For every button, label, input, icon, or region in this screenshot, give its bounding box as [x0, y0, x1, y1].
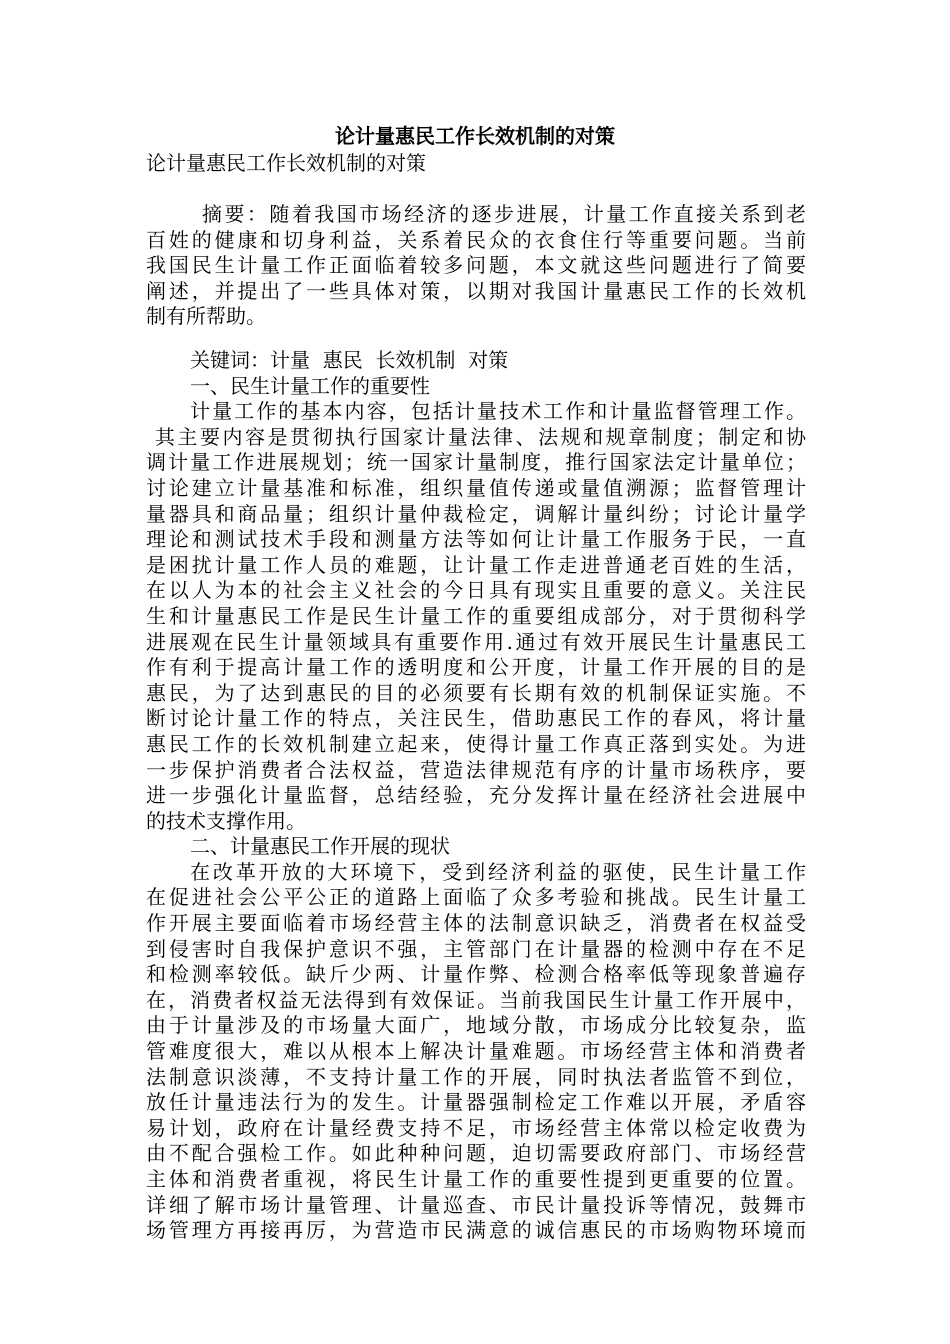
- body-line: 断讨论计量工作的特点，关注民生，借助惠民工作的春风，将计量: [146, 706, 806, 731]
- body-line: 到侵害时自我保护意识不强，主管部门在计量器的检测中存在不足: [146, 936, 806, 961]
- body-line: 易计划，政府在计量经费支持不足，市场经营主体常以检定收费为: [146, 1115, 806, 1140]
- body-line: 讨论建立计量基准和标准，组织量值传递或量值溯源；监督管理计: [146, 475, 806, 500]
- body-line: 管难度很大，难以从根本上解决计量难题。市场经营主体和消费者: [146, 1039, 806, 1064]
- body-line: 的技术支撑作用。: [146, 808, 306, 833]
- body-line: 由于计量涉及的市场量大面广，地域分散，市场成分比较复杂，监: [146, 1013, 806, 1038]
- document-body: [146, 348, 806, 1244]
- abstract-line: 阐述，并提出了一些具体对策，以期对我国计量惠民工作的长效机: [146, 278, 806, 303]
- body-line: 其主要内容是贯彻执行国家计量法律、法规和规章制度；制定和协: [146, 424, 806, 449]
- document-subtitle-block: [146, 151, 806, 177]
- abstract-paragraph: [146, 202, 806, 330]
- body-line: 作有利于提高计量工作的透明度和公开度，计量工作开展的目的是: [146, 655, 806, 680]
- abstract-line: 百姓的健康和切身利益，关系着民众的衣食住行等重要问题。当前: [146, 227, 806, 252]
- body-line: 由不配合强检工作。如此种种问题，迫切需要政府部门、市场经营: [146, 1141, 806, 1166]
- section-heading: 二、计量惠民工作开展的现状: [190, 834, 450, 859]
- body-line: 一步保护消费者合法权益，营造法律规范有序的计量市场秩序，要: [146, 757, 806, 782]
- document-subtitle: 论计量惠民工作长效机制的对策: [146, 151, 426, 175]
- keywords-line: 关键词：计量 惠民 长效机制 对策: [190, 348, 509, 372]
- document-title: 论计量惠民工作长效机制的对策: [335, 124, 615, 148]
- body-line: 在以人为本的社会主义社会的今日具有现实且重要的意义。关注民: [146, 578, 806, 603]
- body-line: 惠民，为了达到惠民的目的必须要有长期有效的机制保证实施。不: [146, 680, 806, 705]
- body-line: 在促进社会公平公正的道路上面临了众多考验和挑战。民生计量工: [146, 885, 806, 910]
- abstract-line: 我国民生计量工作正面临着较多问题，本文就这些问题进行了简要: [146, 253, 806, 278]
- abstract-line: 制有所帮助。: [146, 304, 266, 329]
- body-line: 进展观在民生计量领域具有重要作用.通过有效开展民生计量惠民工: [146, 629, 806, 654]
- body-line: 详细了解市场计量管理、计量巡查、市民计量投诉等情况，鼓舞市: [146, 1192, 806, 1217]
- body-line: 在，消费者权益无法得到有效保证。当前我国民生计量工作开展中，: [146, 987, 806, 1012]
- body-line: 计量工作的基本内容，包括计量技术工作和计量监督管理工作。: [190, 399, 806, 424]
- body-line: 和检测率较低。缺斤少两、计量作弊、检测合格率低等现象普遍存: [146, 962, 806, 987]
- body-line: 惠民工作的长效机制建立起来，使得计量工作真正落到实处。为进: [146, 731, 806, 756]
- section-heading: 一、民生计量工作的重要性: [190, 373, 430, 398]
- body-line: 场管理方再接再厉，为营造市民满意的诚信惠民的市场购物环境而: [146, 1218, 806, 1243]
- body-line: 调计量工作进展规划；统一国家计量制度，推行国家法定计量单位；: [146, 450, 806, 475]
- abstract-line: 摘要：随着我国市场经济的逐步进展，计量工作直接关系到老: [202, 202, 806, 226]
- body-line: 理论和测试技术手段和测量方法等如何让计量工作服务于民，一直: [146, 527, 806, 552]
- body-line: 在改革开放的大环境下，受到经济利益的驱使，民生计量工作: [190, 859, 806, 884]
- body-line: 进一步强化计量监督，总结经验，充分发挥计量在经济社会进展中: [146, 783, 806, 808]
- body-line: 主体和消费者重视，将民生计量工作的重要性提到更重要的位置。: [146, 1167, 806, 1191]
- body-line: 法制意识淡薄，不支持计量工作的开展，同时执法者监管不到位，: [146, 1064, 806, 1089]
- body-line: 生和计量惠民工作是民生计量工作的重要组成部分，对于贯彻科学: [146, 603, 806, 628]
- body-line: 放任计量违法行为的发生。计量器强制检定工作难以开展，矛盾容: [146, 1090, 806, 1115]
- body-line: 量器具和商品量；组织计量仲裁检定，调解计量纠纷；讨论计量学: [146, 501, 806, 526]
- body-line: 作开展主要面临着市场经营主体的法制意识缺乏，消费者在权益受: [146, 911, 806, 936]
- body-line: 是困扰计量工作人员的难题，让计量工作走进普通老百姓的生活，: [146, 552, 806, 577]
